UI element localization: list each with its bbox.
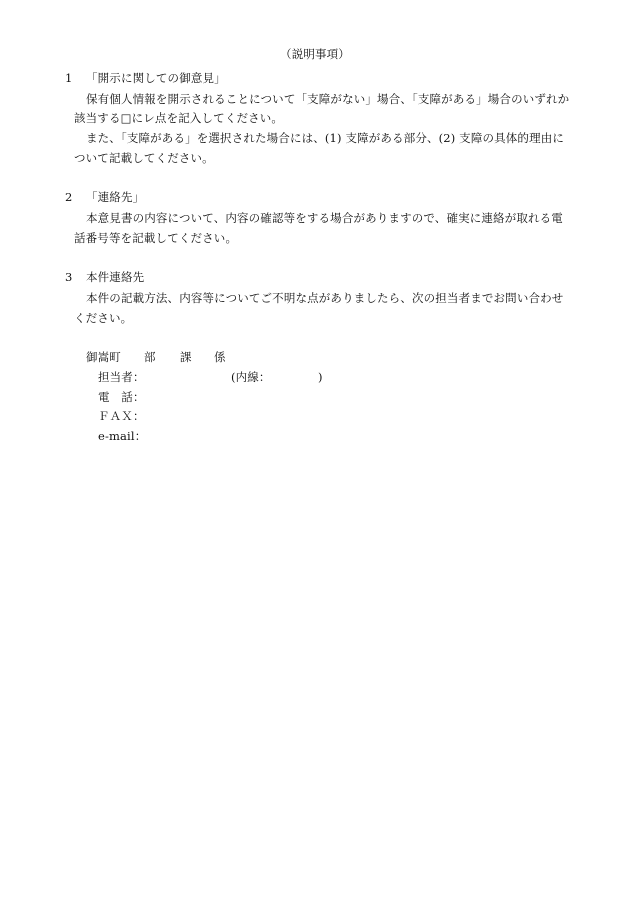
- section-1-number: 1: [65, 71, 73, 85]
- section-1-line-3: また、「支障がある」を選択された場合には、(1) 支障がある部分、(2) 支障の具体的理由に: [86, 131, 565, 145]
- section-3-line-1: 本件の記載方法、内容等についてご不明な点がありましたら、次の担当者までお問い合わせ: [86, 291, 564, 305]
- section-2-number: 2: [65, 190, 73, 204]
- section-3-number: 3: [65, 270, 73, 284]
- contact-ka: 課: [180, 350, 192, 364]
- section-2-line-2: 話番号等を記載してください。: [74, 231, 238, 245]
- contact-bu: 部: [144, 350, 156, 364]
- section-1-heading: 「開示に関しての御意見」: [86, 71, 226, 85]
- section-3-line-2: ください。: [74, 311, 133, 325]
- contact-person-label: 担当者：: [98, 370, 145, 384]
- contact-email-label: e-mail：: [98, 429, 147, 443]
- contact-extension-close: ): [318, 370, 323, 384]
- section-1-line-2: 該当する□にレ点を記入してください。: [74, 111, 284, 125]
- contact-kakari: 係: [214, 350, 226, 364]
- document-title: （説明事項）: [280, 47, 350, 61]
- section-2-heading: 「連絡先」: [86, 190, 145, 204]
- contact-phone-label: 電 話：: [98, 390, 145, 404]
- section-3-heading: 本件連絡先: [86, 270, 145, 284]
- contact-fax-label: ＦＡＸ：: [98, 409, 145, 423]
- section-2-line-1: 本意見書の内容について、内容の確認等をする場合がありますので、確実に連絡が取れる電: [86, 211, 563, 225]
- section-1-line-4: ついて記載してください。: [74, 151, 214, 165]
- section-1-line-1: 保有個人情報を開示されることについて「支障がない」場合、「支障がある」場合のいずれか: [86, 92, 570, 106]
- contact-org: 御嵩町: [86, 350, 121, 364]
- contact-extension-open: (内線：: [231, 370, 271, 384]
